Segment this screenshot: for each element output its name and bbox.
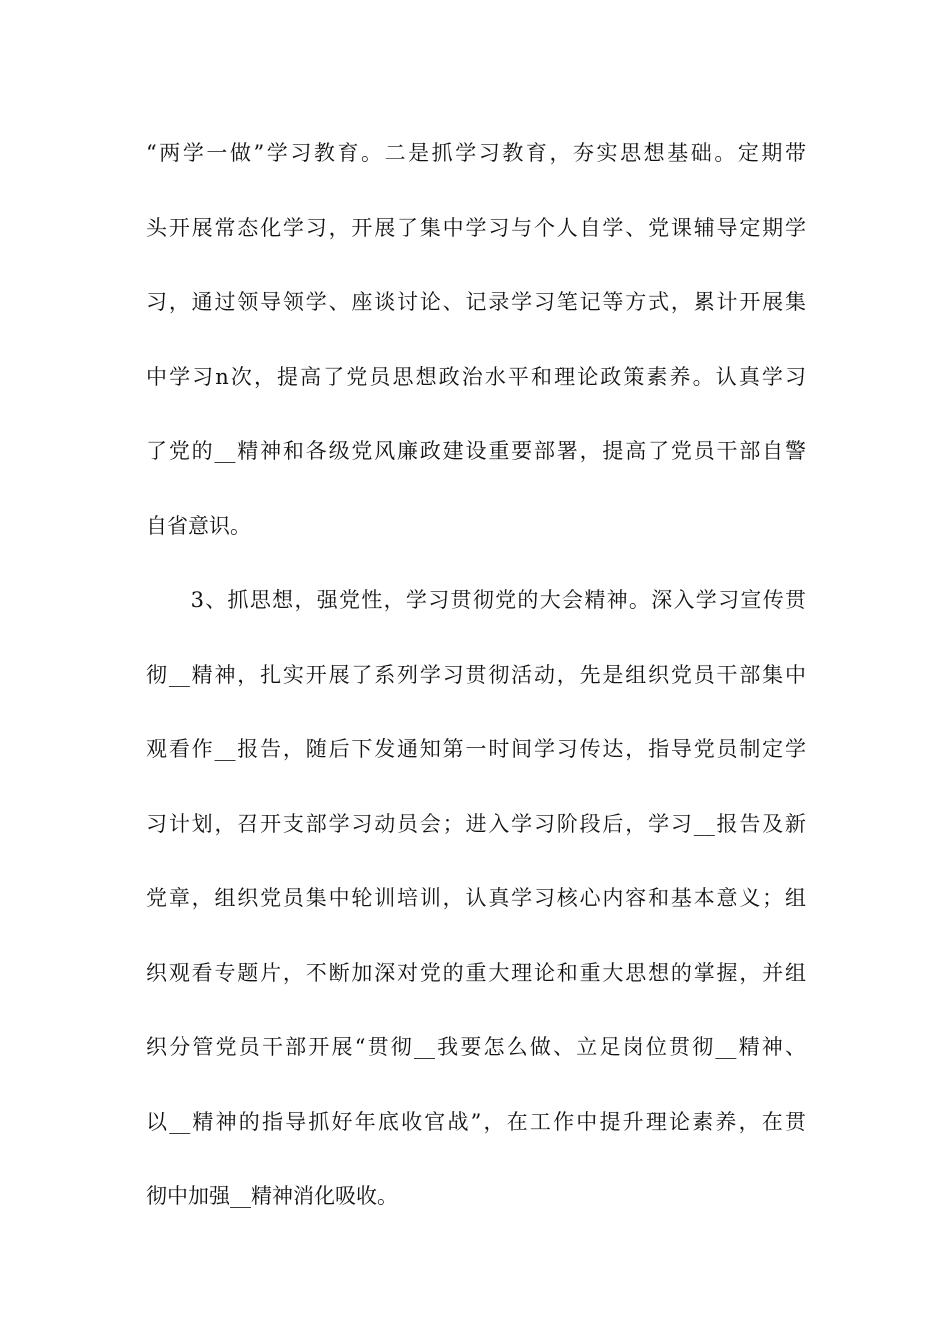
text-line: 织分管党员干部开展“贯彻__我要怎么做、立足岗位贯彻__精神、 <box>146 1035 806 1059</box>
text-line: 以__精神的指导抓好年底收官战”，在工作中提升理论素养，在贯 <box>146 1109 806 1134</box>
text-line: 中学习n次，提高了党员思想政治水平和理论政策素养。认真学习 <box>146 364 806 389</box>
text-line: 习，通过领导领学、座谈讨论、记录学习笔记等方式，累计开展集 <box>146 290 806 314</box>
text-line: “两学一做”学习教育。二是抓学习教育，夯实思想基础。定期带 <box>146 141 806 165</box>
text-line: 头开展常态化学习，开展了集中学习与个人自学、党课辅导定期学 <box>146 215 806 240</box>
paragraph-1 <box>146 131 806 578</box>
text-line: 自省意识。 <box>146 513 251 538</box>
text-line: 观看作__报告，随后下发通知第一时间学习传达，指导党员制定学 <box>146 737 806 761</box>
text-line: 彻__精神，扎实开展了系列学习贯彻活动，先是组织党员干部集中 <box>146 662 806 687</box>
text-line: 习计划，召开支部学习动员会；进入学习阶段后，学习__报告及新 <box>146 811 806 836</box>
text-line: 3、抓思想，强党性，学习贯彻党的大会精神。深入学习宣传贯 <box>146 588 806 612</box>
text-line: 彻中加强__精神消化吸收。 <box>146 1184 398 1208</box>
text-line: 织观看专题片，不断加深对党的重大理论和重大思想的掌握，并组 <box>146 960 806 985</box>
text-line: 了党的__精神和各级党风廉政建设重要部署，提高了党员干部自警 <box>146 439 806 463</box>
text-line: 党章，组织党员集中轮训培训，认真学习核心内容和基本意义；组 <box>146 886 806 910</box>
body-text <box>146 131 806 1249</box>
paragraph-2 <box>146 578 806 1249</box>
